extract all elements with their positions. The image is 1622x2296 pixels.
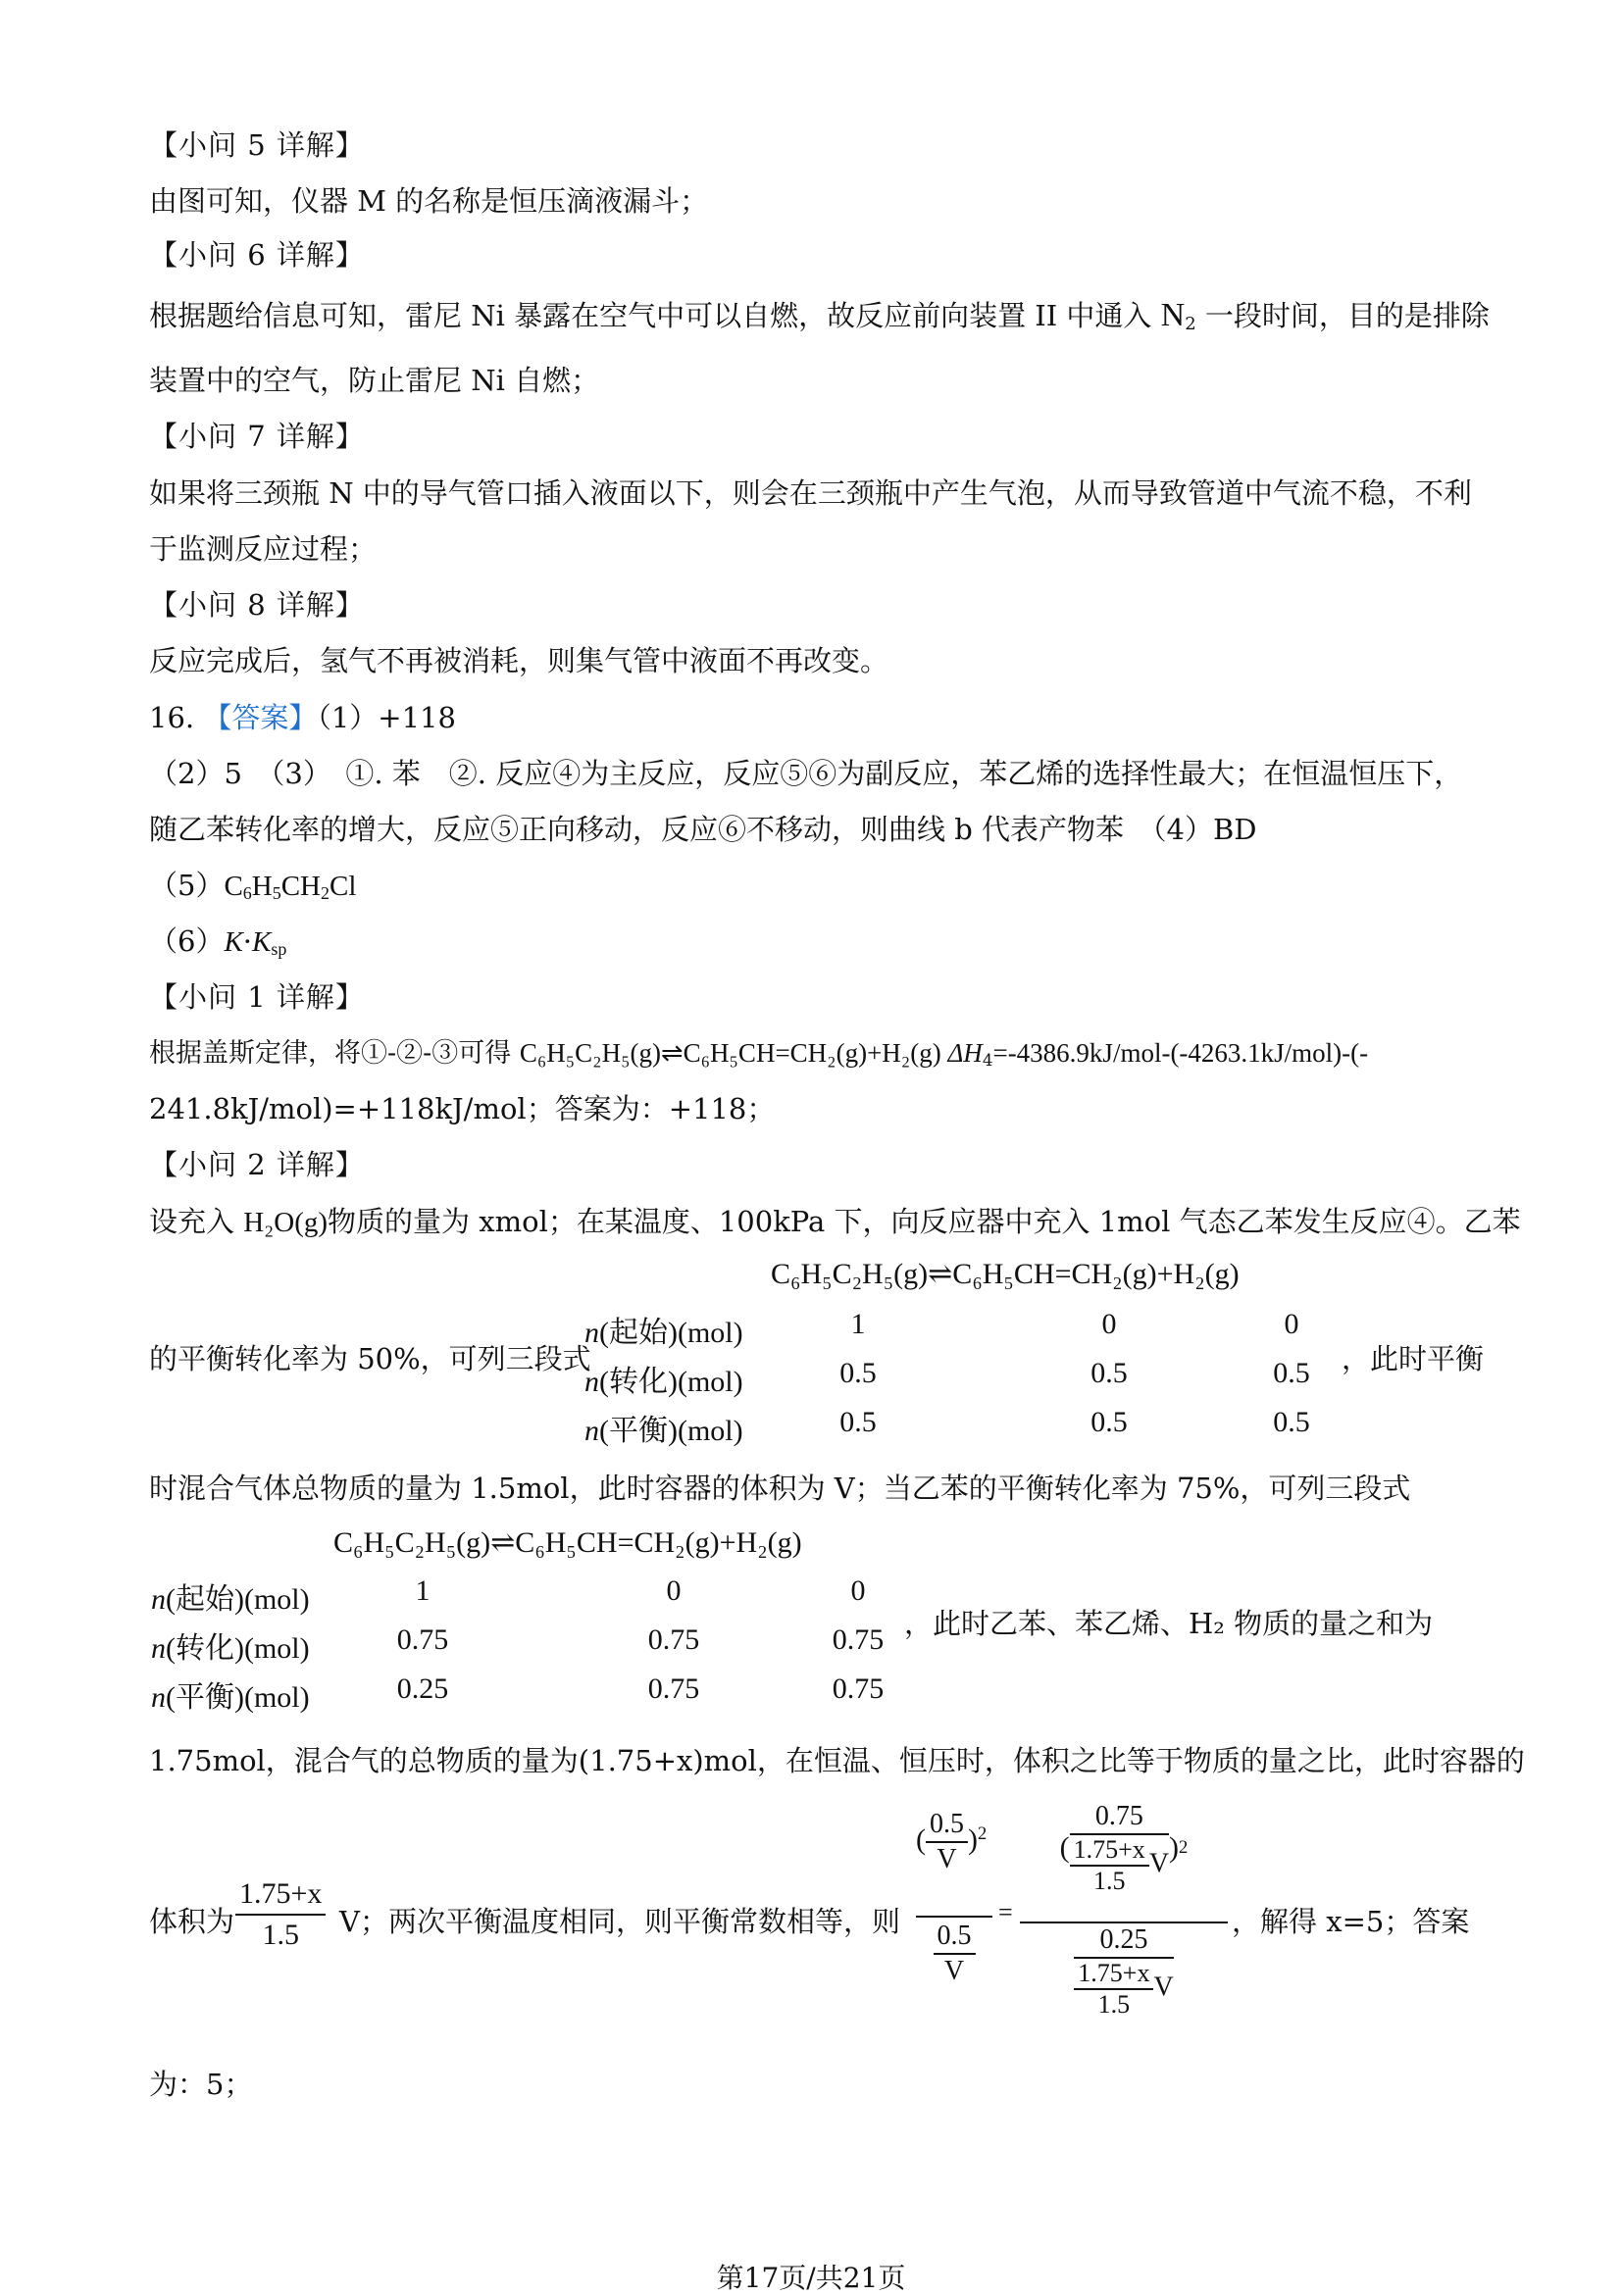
q7-text-line1: 如果将三颈瓶 N 中的导气管口插入液面以下，则会在三颈瓶中产生气泡，从而导致管道中气流不稳，不利 bbox=[149, 476, 1472, 510]
answer-16-line2: （2）5 （3） ①. 苯 ②. 反应④为主反应，反应⑤⑥为副反应，苯乙烯的选择性最大；在恒温恒压下， bbox=[149, 757, 1463, 790]
table1-row-label: n(起始)(mol) bbox=[584, 1317, 743, 1349]
lhs-fraction-bar bbox=[916, 1916, 992, 1918]
table1-cell: 0.5 bbox=[839, 1406, 877, 1438]
answer-16-line1: 16. 【答案】（1）+118 bbox=[149, 701, 456, 734]
q6-text-line1: 根据题给信息可知，雷尼 Ni 暴露在空气中可以自燃，故反应前向装置 II 中通入 $N_2$ 一段时间，目的是排除 bbox=[149, 297, 1490, 334]
table1-equation: C₆H₅C₂H₅(g)⇌C₆H₅CH=CH₂(g)+H₂(g) bbox=[771, 1258, 1240, 1290]
s1-text-line2: 241.8kJ/mol)=+118kJ/mol；答案为：+118； bbox=[149, 1092, 776, 1125]
s2-text-before-table1: 的平衡转化率为 50%，可列三段式 bbox=[149, 1342, 591, 1375]
table2-row-label: n(起始)(mol) bbox=[151, 1583, 310, 1616]
answer-16-part6: $(6)K\cdot K_{sp}$ bbox=[149, 924, 287, 959]
rhs-numerator: ( 0.75 $\frac{1.75+x}{1.5}$ V ) 2 bbox=[1059, 1801, 1189, 1895]
table2-row-label: n(转化)(mol) bbox=[151, 1632, 310, 1665]
equals-sign: = bbox=[998, 1898, 1013, 1926]
s1-header: 【小问 1 详解】 bbox=[149, 980, 365, 1014]
table2-cell: 0.75 bbox=[647, 1672, 700, 1705]
s2-text-line6-start: 体积为 bbox=[149, 1905, 235, 1938]
answer-16-line3: 随乙苯转化率的增大，反应⑤正向移动，反应⑥不移动，则曲线 b 代表产物苯 （4）BD bbox=[149, 813, 1257, 846]
q8-text: 反应完成后，氢气不再被消耗，则集气管中液面不再改变。 bbox=[149, 644, 889, 677]
s1-text-line1: 根据盖斯定律，将①-②-③可得 C₆H₅C₂H₅(g)⇌C₆H₅CH=CH₂(g)+H₂(g) $\Delta H_4=-4386.9kJ/mol-(-4263.1kJ/mol)-(-$ bbox=[149, 1038, 1369, 1070]
q7-text-line2: 于监测反应过程； bbox=[149, 532, 378, 566]
q6-text-line2: 装置中的空气，防止雷尼 Ni 自燃； bbox=[149, 364, 600, 397]
table1-row-label: n(转化)(mol) bbox=[584, 1366, 743, 1398]
s2-text-line1: 设充入 H₂O(g)物质的量为 xmol；在某温度、100kPa 下，向反应器中充入 1mol 气态乙苯发生反应④。乙苯 bbox=[149, 1205, 1521, 1238]
lhs-denominator: $\frac{0.5}{V}$ bbox=[916, 1920, 992, 1988]
table2-cell: 0.25 bbox=[396, 1672, 449, 1705]
table2-cell: 0.75 bbox=[832, 1623, 885, 1656]
table2-equation: C₆H₅C₂H₅(g)⇌C₆H₅CH=CH₂(g)+H₂(g) bbox=[333, 1526, 802, 1559]
volume-fraction: $\frac{1.75+x}{1.5}$ bbox=[235, 1874, 326, 1955]
table1-row-label: n(平衡)(mol) bbox=[584, 1415, 743, 1447]
ice-table-2 bbox=[151, 1525, 906, 1722]
q6-header: 【小问 6 详解】 bbox=[149, 238, 365, 272]
answer-tag: 【答案】 bbox=[203, 701, 318, 734]
table2-row-label: n(平衡)(mol) bbox=[151, 1681, 310, 1714]
table1-cell: 0 bbox=[1284, 1308, 1299, 1340]
rhs-denominator: 0.25 $\frac{1.75+x}{1.5}$ V bbox=[1020, 1923, 1228, 2020]
s2-text-line5: 1.75mol，混合气的总物质的量为(1.75+x)mol，在恒温、恒压时，体积之比等于物质的量之比，此时容器的 bbox=[149, 1744, 1525, 1777]
q5-header: 【小问 5 详解】 bbox=[149, 128, 365, 162]
table1-cell: 0.5 bbox=[1090, 1357, 1128, 1389]
table2-cell: 0.75 bbox=[832, 1672, 885, 1705]
table2-cell: 0.75 bbox=[396, 1623, 449, 1656]
s2-text-after-table1: ，此时平衡 bbox=[1342, 1342, 1485, 1375]
table1-cell: 1 bbox=[850, 1308, 866, 1340]
ice-table-1 bbox=[584, 1257, 1340, 1453]
table2-cell: 0 bbox=[666, 1574, 682, 1607]
q8-header: 【小问 8 详解】 bbox=[149, 588, 365, 622]
table1-cell: 0 bbox=[1101, 1308, 1117, 1340]
s2-text-line7: 为：5； bbox=[149, 2068, 253, 2101]
q7-header: 【小问 7 详解】 bbox=[149, 420, 365, 453]
s2-text-line6-mid: V；两次平衡温度相同，则平衡常数相等，则 bbox=[339, 1905, 900, 1938]
equilibrium-equation bbox=[916, 1800, 1228, 2045]
table2-cell: 0.75 bbox=[647, 1623, 700, 1656]
answer-16-part5: $(5)C_6H_5CH_2Cl$ bbox=[149, 869, 357, 903]
s2-text-after-table2: ，此时乙苯、苯乙烯、H₂ 物质的量之和为 bbox=[904, 1607, 1434, 1640]
page-footer: 第17页/共21页 bbox=[716, 2262, 906, 2294]
table2-cell: 0 bbox=[850, 1574, 866, 1607]
table2-cell: 1 bbox=[415, 1574, 431, 1607]
s2-header: 【小问 2 详解】 bbox=[149, 1148, 365, 1181]
lhs-numerator: ( $\frac{0.5}{V}$ )$^2$ bbox=[916, 1809, 988, 1874]
table1-cell: 0.5 bbox=[839, 1357, 877, 1389]
s2-text-line6-end: ，解得 x=5；答案 bbox=[1232, 1905, 1470, 1938]
table1-cell: 0.5 bbox=[1090, 1406, 1128, 1438]
table1-cell: 0.5 bbox=[1273, 1406, 1310, 1438]
table1-cell: 0.5 bbox=[1273, 1357, 1310, 1389]
s2-text-line3: 时混合气体总物质的量为 1.5mol，此时容器的体积为 V；当乙苯的平衡转化率为 75%，可列三段式 bbox=[149, 1472, 1411, 1505]
q5-text: 由图可知，仪器 M 的名称是恒压滴液漏斗； bbox=[149, 184, 709, 218]
